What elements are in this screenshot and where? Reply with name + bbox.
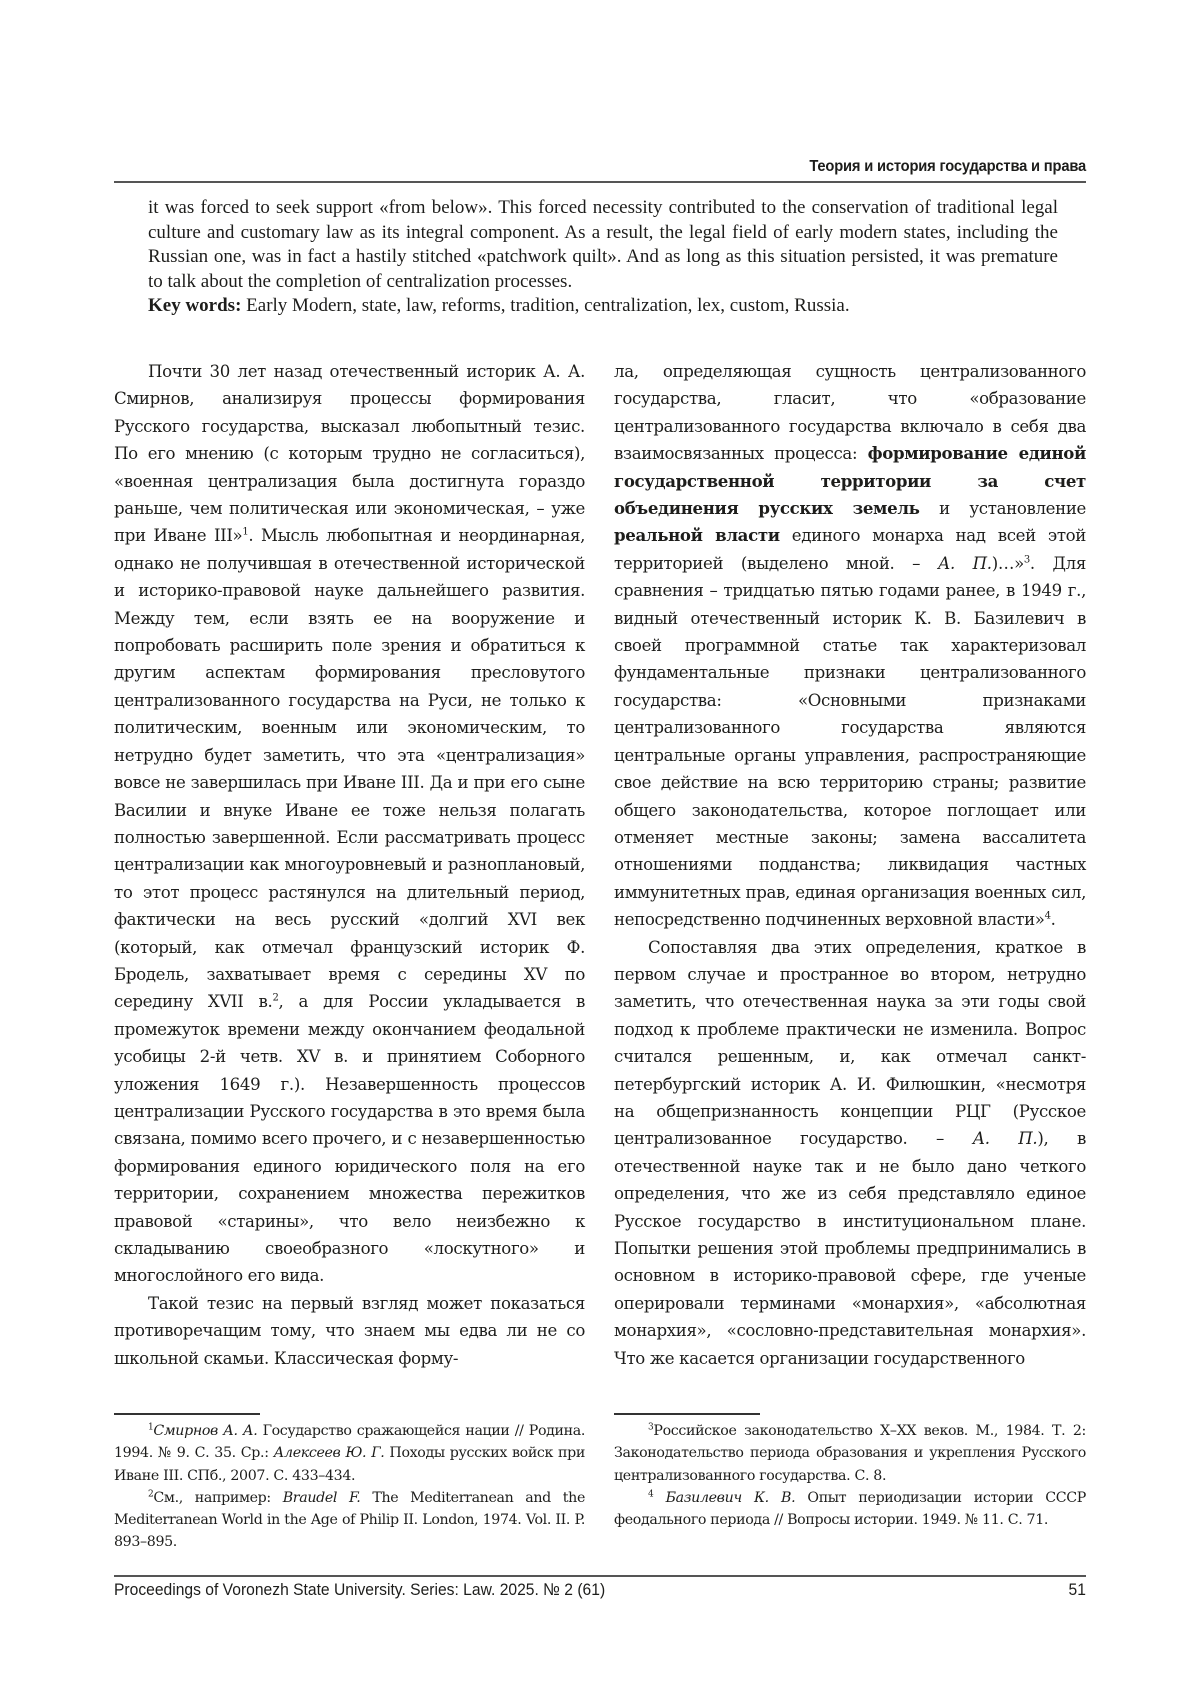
text-run: Сопоставляя два этих определения, краткое в первом случае и пространное во втором, нетрудно заметить, что отечественная наука за эти годы свой подход к проблеме практически не изменила. Вопрос считался решенным, и, как отмечал санкт-петербургский историк А. И. Филюшкин, «несмотря на общепризнанность концепции РЦГ (Русское централизованное государство. –	[614, 937, 1086, 1149]
text-run: )…»	[991, 553, 1024, 573]
footnote-text: Походы русских войск при Иване III. СПб., 2007. С. 433–434.	[114, 1445, 585, 1484]
text-run: единого монарха над всей этой территорией (выделено мной. –	[614, 526, 1086, 573]
page-number: 51	[1068, 1580, 1086, 1599]
paragraph: Такой тезис на первый взгляд может показаться противоречащим тому, что знаем мы едва ли не со школьной скамьи. Классическая форму-	[114, 1293, 585, 1368]
text-run: . Мысль любопытная и неординарная, однако не получившая в отечественной исторической и историко-правовой науке дальнейшего развития. Между тем, если взять ее на вооружение и попробовать расширить поле зрения и обратиться к другим аспектам формирования пресловутого централизованного государства на Руси, не только к политическим, военным или экономическим, то нетрудно будет заметить, что эта «централизация» вовсе не завершилась при Иване III. Да и при его сыне Василии и внуке Иване ее тоже нельзя полагать полностью завершенной. Если рассматривать процесс централизации как многоуровневый и разноплановый, то этот процесс растянулся на длительный период, фактически на весь русский «долгий XVI век (который, как отмечал французский историк Ф. Бродель, захватывает время с середины XV по середину XVII в.	[114, 526, 586, 1012]
footnote-author: Braudel F.	[282, 1489, 361, 1506]
footnote-4	[614, 1487, 1086, 1532]
header-rule	[114, 181, 1086, 183]
text-run: .	[1050, 910, 1056, 930]
footnote-ref-2[interactable]: 2	[272, 992, 279, 1004]
text-run: Почти 30 лет назад отечественный историк А. А. Смирнов, анализируя процессы формирования Русского государства, высказал любопытный тезис. По его мнению (с которым трудно не согласиться), «военная централизация была достигнута гораздо раньше, чем политическая или экономическая, – уже при Иване III»	[114, 362, 585, 546]
footnote-number: 3	[648, 1422, 654, 1433]
abstract-text: it was forced to seek support «from below». This forced necessity contributed to the conservation of traditional legal culture and customary law as its integral component. As a result, the legal field of early modern states, including the Russian one, was in fact a hastily stitched «patchwork quilt». And as long as this situation persisted, it was premature to talk about the completion of centralization processes.	[148, 197, 1058, 292]
footnote-separator	[614, 1413, 760, 1415]
abstract	[148, 196, 1058, 319]
footnote-number: 1	[148, 1422, 154, 1433]
footnote-text: Российское законодательство X–XX веков. М., 1984. Т. 2: Законодательство периода образования и укрепления Русского централизованного государства. С. 8.	[614, 1423, 1086, 1484]
body-column-left	[114, 358, 585, 1372]
footnote-text: Опыт периодизации истории СССР феодального периода // Вопросы истории. 1949. № 11. С. 71.	[614, 1489, 1086, 1529]
footnote-1	[114, 1420, 585, 1487]
paragraph	[614, 358, 1086, 934]
footnote-author: Базилевич К. В.	[665, 1489, 796, 1506]
footnote-text: См., например:	[153, 1489, 283, 1506]
paragraph	[614, 934, 1086, 1373]
author-initials: А. П.	[972, 1129, 1038, 1149]
journal-citation: Proceedings of Voronezh State University. Series: Law. 2025. № 2 (61)	[114, 1580, 606, 1599]
keywords-label: Key words:	[148, 295, 242, 316]
footnote-author: Алексеев Ю. Г.	[273, 1445, 385, 1462]
paragraph	[114, 358, 585, 1290]
footnote-number: 4	[648, 1489, 654, 1500]
page-footer	[114, 1580, 1086, 1600]
emphasis-text: реальной власти	[614, 525, 780, 546]
footnote-3	[614, 1420, 1086, 1487]
text-run: . Для сравнения – тридцатью пятью годами ранее, в 1949 г., видный отечественный историк К. В. Базилевич в своей программной статье так характеризовал фундаментальные признаки централизованного государства: «Основными признаками централизованного государства являются центральные органы управления, распространяющие свое действие на всю территорию страны; развитие общего законодательства, которое поглощает или отменяет местные законы; замена вассалитета отношениями подданства; ликвидация частных иммунитетных прав, единая организация военных сил, непосредственно подчиненных верховной власти»	[614, 553, 1086, 930]
text-run: , а для России укладывается в промежуток времени между окончанием феодальной усобицы 2-й четв. XV в. и принятием Соборного уложения 1649 г.). Незавершенность процессов централизации Русского государства в это время была связана, помимо всего прочего, и с незавершенностью формирования единого юридического поля на его территории, сохранением множества пережитков правовой «старины», что вело неизбежно к складыванию своеобразного «лоскутного» и многослойного его вида.	[114, 992, 586, 1286]
keywords	[148, 294, 1058, 319]
footnote-ref-3[interactable]: 3	[1023, 554, 1030, 566]
footnote-text: The Mediterranean and the Mediterranean World in the Age of Philip II. London, 1974. Vol. II. P. 893–895.	[114, 1489, 585, 1551]
footnote-ref-1[interactable]: 1	[242, 526, 249, 538]
footnote-author: Смирнов А. А.	[153, 1423, 258, 1439]
text-run: и установление	[919, 499, 1087, 519]
keywords-list: Early Modern, state, law, reforms, tradition, centralization, lex, custom, Russia.	[241, 295, 850, 316]
footnotes-right	[614, 1420, 1086, 1531]
text-run: ла, определяющая сущность централизованного государства, гласит, что «образование централизованного государства включало в себя два взаимосвязанных процесса:	[614, 362, 1086, 464]
footnote-separator	[114, 1413, 260, 1415]
footnotes-left	[114, 1420, 585, 1554]
body-column-right	[614, 358, 1086, 1372]
text-run: ), в отечественной науке так и не было дано четкого определения, что же из себя представляло единое Русское государство в институциональном плане. Попытки решения этой проблемы предпринимались в основном в историко-правовой сфере, где ученые оперировали терминами «монархия», «абсолютная монархия», «сословно-представительная монархия». Что же касается организации государственного	[614, 1129, 1086, 1368]
footnote-number: 2	[148, 1489, 154, 1500]
footer-rule	[114, 1575, 1086, 1577]
footnote-ref-4[interactable]: 4	[1044, 910, 1051, 922]
emphasis-text: формирование единой государственной территории за счет объединения русских земель	[614, 443, 1086, 519]
footnote-text: Государство сражающейся нации // Родина. 1994. № 9. С. 35. Ср.:	[114, 1423, 585, 1462]
footnote-2	[114, 1487, 585, 1554]
author-initials: А. П.	[937, 553, 992, 573]
running-head: Теория и история государства и права	[809, 158, 1086, 175]
